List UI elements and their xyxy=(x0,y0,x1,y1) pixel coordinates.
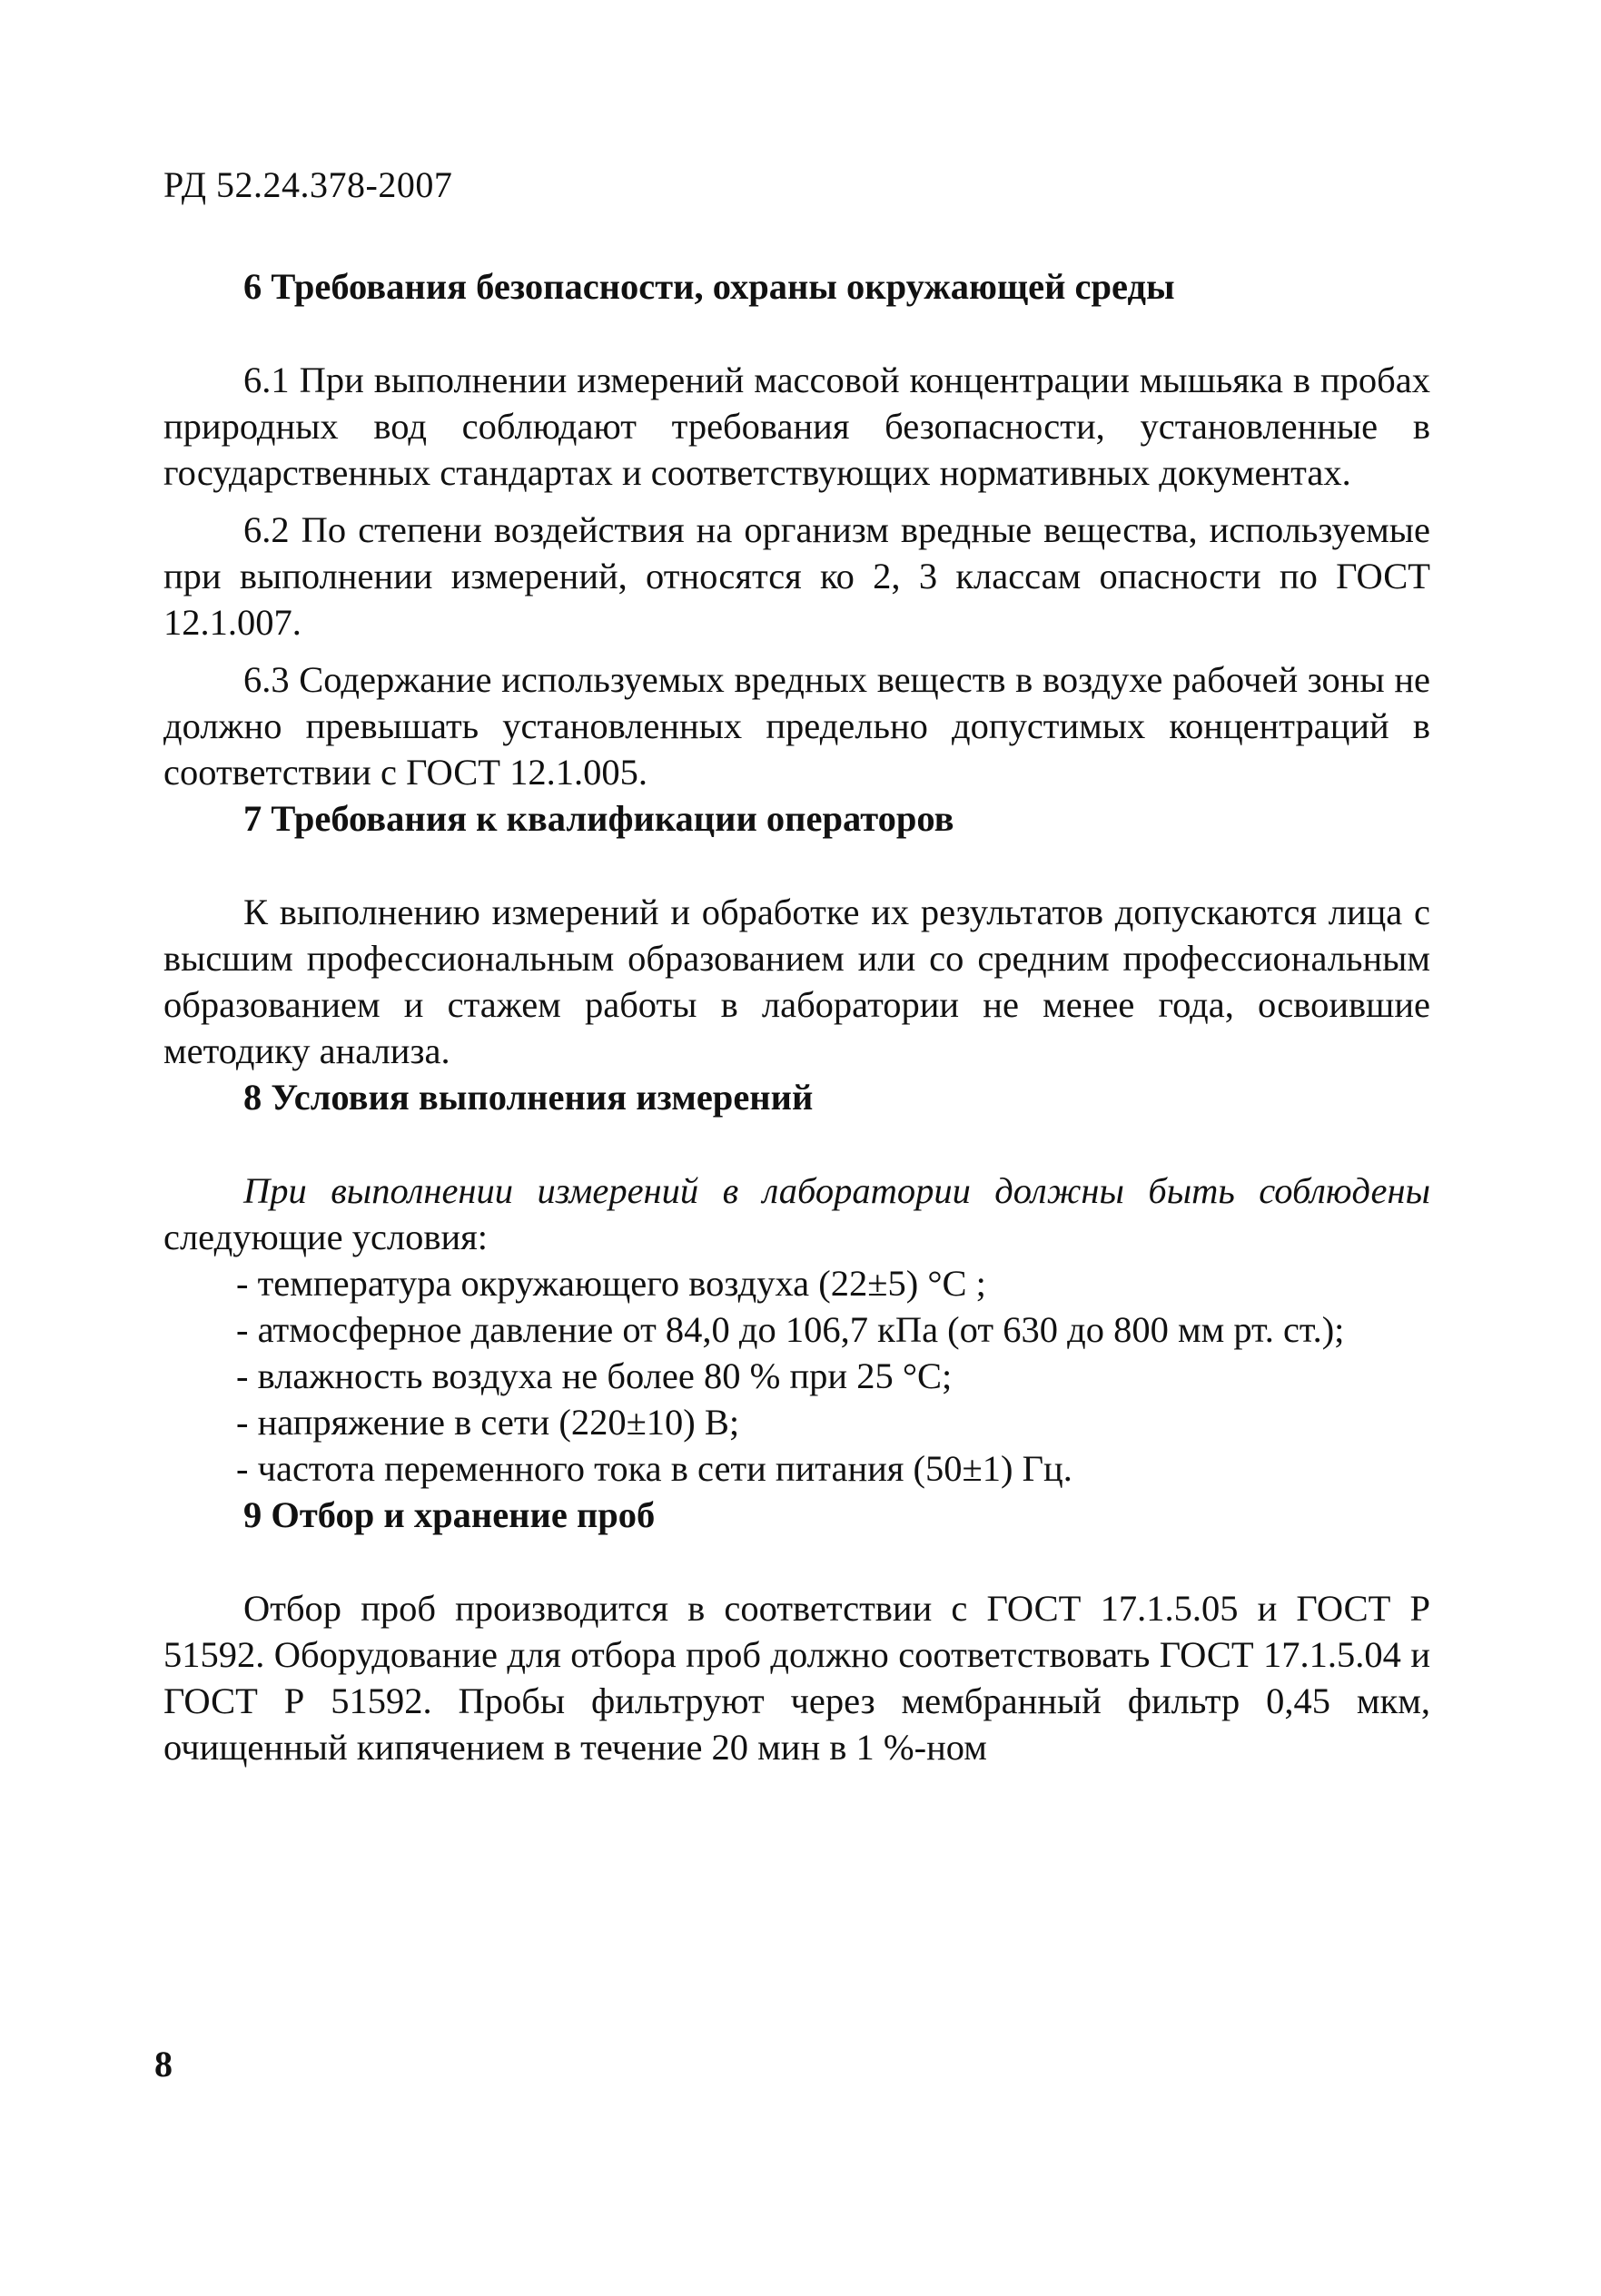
section-6-title: 6 Требования безопасности, охраны окружающей среды xyxy=(243,266,1175,307)
condition-item: - атмосферное давление от 84,0 до 106,7 кПа (от 630 до 800 мм рт. ст.); xyxy=(236,1309,1345,1350)
condition-item: - влажность воздуха не более 80 % при 25 °С; xyxy=(236,1355,953,1396)
section-7-title: 7 Требования к квалификации операторов xyxy=(243,798,954,839)
section-6-paragraph-3: 6.3 Содержание используемых вредных веществ в воздухе рабочей зоны не должно превышать установленных предельно допустимых концентраций в соответствии с ГОСТ 12.1.005. xyxy=(163,659,1430,793)
condition-item: - напряжение в сети (220±10) В; xyxy=(236,1402,740,1443)
section-8-intro xyxy=(163,1168,1430,1260)
section-9-title: 9 Отбор и хранение проб xyxy=(243,1494,656,1535)
section-8-intro-italic: При выполнении измерений в лаборатории должны быть соблюдены xyxy=(243,1170,1430,1211)
condition-item: - частота переменного тока в сети питания (50±1) Гц. xyxy=(236,1448,1072,1489)
section-6-paragraph-1: 6.1 При выполнении измерений массовой концентрации мышьяка в пробах природных вод соблюдают требования безопасности, установленные в государственных стандартах и соответствующих нормативных документах. xyxy=(163,360,1430,493)
condition-item: - температура окружающего воздуха (22±5) °С ; xyxy=(236,1263,986,1304)
section-8-intro-rest: следующие условия: xyxy=(163,1217,489,1257)
conditions-list xyxy=(163,1260,1430,1492)
document-body xyxy=(163,263,1430,1770)
section-6-paragraph-2: 6.2 По степени воздействия на организм вредные вещества, используемые при выполнении измерений, относятся ко 2, 3 классам опасности по ГОСТ 12.1.007. xyxy=(163,509,1430,643)
section-7-paragraph-1: К выполнению измерений и обработке их результатов допускаются лица с высшим профессиональным образованием или со средним профессиональным образованием и стажем работы в лаборатории не менее года, освоившие методику анализа. xyxy=(163,892,1430,1071)
document-code: РД 52.24.378-2007 xyxy=(163,164,453,205)
section-8-title: 8 Условия выполнения измерений xyxy=(243,1077,814,1118)
section-9-paragraph-1: Отбор проб производится в соответствии с ГОСТ 17.1.5.05 и ГОСТ Р 51592. Оборудование для отбора проб должно соответствовать ГОСТ 17.1.5.04 и ГОСТ Р 51592. Пробы фильтруют через мембранный фильтр 0,45 мкм, очищенный кипячением в течение 20 мин в 1 %-ном xyxy=(163,1588,1430,1768)
page-number: 8 xyxy=(154,2044,173,2084)
